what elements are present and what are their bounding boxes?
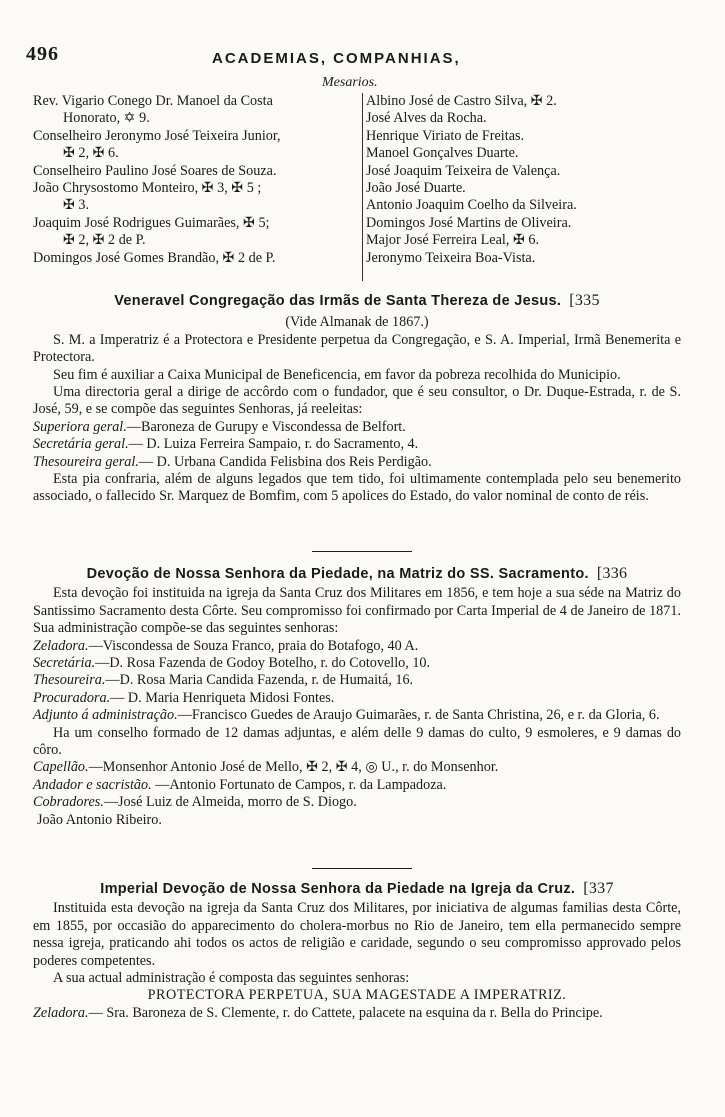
officer-name: — D. Maria Henriqueta Midosi Fontes.: [110, 689, 335, 706]
section-divider: [312, 868, 412, 869]
paragraph: Esta devoção foi instituida na igreja da Santa Cruz dos Militares em 1856, e tem hoje a sua séde na Matriz do Santissimo Sacramento desta Côrte. Seu compromisso foi confirmado por Carta Imperial de 4 de Janeiro de 1871. Sua administração compõe-se das seguintes senhoras:: [33, 585, 681, 637]
officer-name: —Francisco Guedes de Araujo Guimarães, r. de Santa Christina, 26, e r. da Gloria, 6.: [177, 707, 660, 724]
mesarios-right-column: [362, 93, 701, 281]
mesario-line: Manoel Gonçalves Duarte.: [366, 145, 519, 162]
officer-entry: [33, 1005, 681, 1022]
mesario-line: Conselheiro Jeronymo José Teixeira Junior,: [33, 127, 281, 144]
officer-name: —Viscondessa de Souza Franco, praia do Botafogo, 40 A.: [88, 637, 419, 654]
mesarios-left-column: [33, 93, 360, 267]
officer-name: — D. Urbana Candida Felisbina dos Reis Perdigão.: [138, 453, 432, 470]
officer-role: Secretária geral.: [33, 436, 129, 453]
mesario-line: Honorato, ✡ 9.: [63, 110, 150, 127]
section-title-text: Imperial Devoção de Nossa Senhora da Piedade na Igreja da Cruz.: [100, 881, 576, 897]
mesario-line: José Joaquim Teixeira de Valença.: [366, 162, 561, 179]
section-title-text: Veneravel Congregação das Irmãs de Santa Thereza de Jesus.: [114, 293, 562, 309]
officer-role: Cobradores.: [33, 794, 104, 811]
officer-name: —D. Rosa Maria Candida Fazenda, r. de Humaitá, 16.: [105, 672, 414, 689]
officer-name: —Antonio Fortunato de Campos, r. da Lampadoza.: [151, 776, 447, 793]
mesario-line: ✠ 2, ✠ 2 de P.: [63, 232, 146, 249]
mesario-line: Albino José de Castro Silva, ✠ 2.: [366, 93, 557, 109]
officer-entry: [33, 419, 681, 436]
mesario-line: Henrique Viriato de Freitas.: [366, 127, 525, 144]
officer-entry: [33, 454, 681, 471]
officer-entry: [33, 655, 681, 672]
mesario-line: José Alves da Rocha.: [366, 110, 487, 127]
officer-name: — D. Luiza Ferreira Sampaio, r. do Sacramento, 4.: [128, 436, 419, 453]
officer-entry: [33, 777, 681, 794]
paragraph: Instituida esta devoção na igreja da Santa Cruz dos Militares, por iniciativa de algumas familias desta Côrte, em 1855, por occasião do apparecimento do cholera-morbus no Rio de Janeiro, tem ella permanecido sempre nessa igreja, praticando ahi todos os actos de religião e caridade, segundo o seu compromisso approvado pelos poderes competentes.: [33, 900, 681, 969]
running-title: ACADEMIAS, COMPANHIAS,: [212, 50, 461, 67]
officer-name: —D. Rosa Fazenda de Godoy Botelho, r. do Cotovello, 10.: [95, 655, 431, 672]
section-title: [33, 880, 681, 898]
mesario-line: Joaquim José Rodrigues Guimarães, ✠ 5;: [33, 214, 270, 231]
officer-role: Zeladora.: [33, 637, 89, 654]
mesario-line: Conselheiro Paulino José Soares de Souza.: [33, 162, 277, 179]
mesario-line: Major José Ferreira Leal, ✠ 6.: [366, 232, 540, 249]
mesario-line: Domingos José Martins de Oliveira.: [366, 214, 572, 231]
officer-entry: [33, 690, 681, 707]
officer-name: —Monsenhor Antonio José de Mello, ✠ 2, ✠ 4, ◎ U., r. do Monsenhor.: [88, 759, 499, 776]
officer-role: Procuradora.: [33, 689, 111, 706]
mesario-line: ✠ 2, ✠ 6.: [63, 145, 119, 162]
mesario-line: Jeronymo Teixeira Boa-Vista.: [366, 249, 536, 266]
paragraph: S. M. a Imperatriz é a Protectora e Presidente perpetua da Congregação, e S. A. Imperial, Irmã Benemerita e Protectora.: [33, 331, 681, 366]
mesario-line: Rev. Vigario Conego Dr. Manoel da Costa: [33, 93, 273, 109]
mesario-line: Domingos José Gomes Brandão, ✠ 2 de P.: [33, 249, 276, 266]
page-header: [0, 43, 725, 70]
mesario-line: João Chrysostomo Monteiro, ✠ 3, ✠ 5 ;: [33, 179, 262, 196]
paragraph: A sua actual administração é composta das seguintes senhoras:: [53, 970, 410, 987]
paragraph: Ha um conselho formado de 12 damas adjuntas, e além delle 9 damas do culto, 9 esmoleres, e 9 damas do côro.: [33, 724, 681, 759]
protectora-heading: PROTECTORA PERPETUA, SUA MAGESTADE A IMPERATRIZ.: [147, 987, 567, 1004]
section-reference: (Vide Almanak de 1867.): [285, 314, 429, 331]
mesario-line: João José Duarte.: [366, 179, 466, 196]
officer-name: — Sra. Baroneza de S. Clemente, r. do Cattete, palacete na esquina da r. Bella do Principe.: [88, 1004, 603, 1021]
officer-role: Secretária.: [33, 655, 96, 672]
officer-entry: [33, 672, 681, 689]
page-number: 496: [26, 43, 59, 65]
officer-name: João Antonio Ribeiro.: [37, 811, 162, 828]
officer-role: Andador e sacristão.: [33, 776, 152, 793]
officer-entry: [33, 794, 681, 811]
officer-entry: [33, 638, 681, 655]
section-title: [33, 292, 681, 310]
paragraph: Uma directoria geral a dirige de accôrdo com o fundador, que é seu consultor, o Dr. Duque-Estrada, r. de S. José, 59, e se compõe das seguintes Senhoras, já reeleitas:: [33, 384, 681, 418]
officer-entry: [33, 707, 681, 724]
officer-name: —José Luiz de Almeida, morro de S. Diogo.: [103, 794, 357, 811]
section-335: [33, 292, 681, 506]
paragraph: Esta pia confraria, além de alguns legados que tem tido, foi ultimamente contemplada pelo seu benemerito associado, o fallecido Sr. Marquez de Bomfim, com 5 apolices do Estado, do valor nominal de conto de réis.: [33, 471, 681, 505]
officer-role: Adjunto á administração.: [33, 707, 178, 724]
officer-role: Superiora geral.: [33, 418, 127, 435]
officer-role: Thesoureira.: [33, 672, 106, 689]
section-337: [33, 880, 681, 1022]
section-title-text: Devoção de Nossa Senhora da Piedade, na Matriz do SS. Sacramento.: [86, 566, 589, 582]
mesarios-subtitle: Mesarios.: [322, 75, 378, 90]
officer-name: —Baroneza de Gurupy e Viscondessa de Belfort.: [126, 418, 406, 435]
section-number: [335: [569, 292, 600, 309]
mesario-line: Antonio Joaquim Coelho da Silveira.: [366, 197, 577, 214]
officer-role: Zeladora.: [33, 1004, 89, 1021]
officer-role: Thesoureira geral.: [33, 453, 139, 470]
section-336: [33, 565, 681, 829]
officer-role: Capellão.: [33, 759, 89, 776]
section-divider: [312, 551, 412, 552]
mesario-line: ✠ 3.: [63, 197, 90, 214]
section-number: [337: [583, 880, 614, 897]
officer-entry: [33, 759, 681, 776]
section-number: [336: [596, 565, 628, 582]
officer-entry: [33, 436, 681, 453]
paragraph: Seu fim é auxiliar a Caixa Municipal de Beneficencia, em favor da pobreza recolhida do Municipio.: [53, 366, 621, 383]
section-title: [33, 565, 681, 583]
